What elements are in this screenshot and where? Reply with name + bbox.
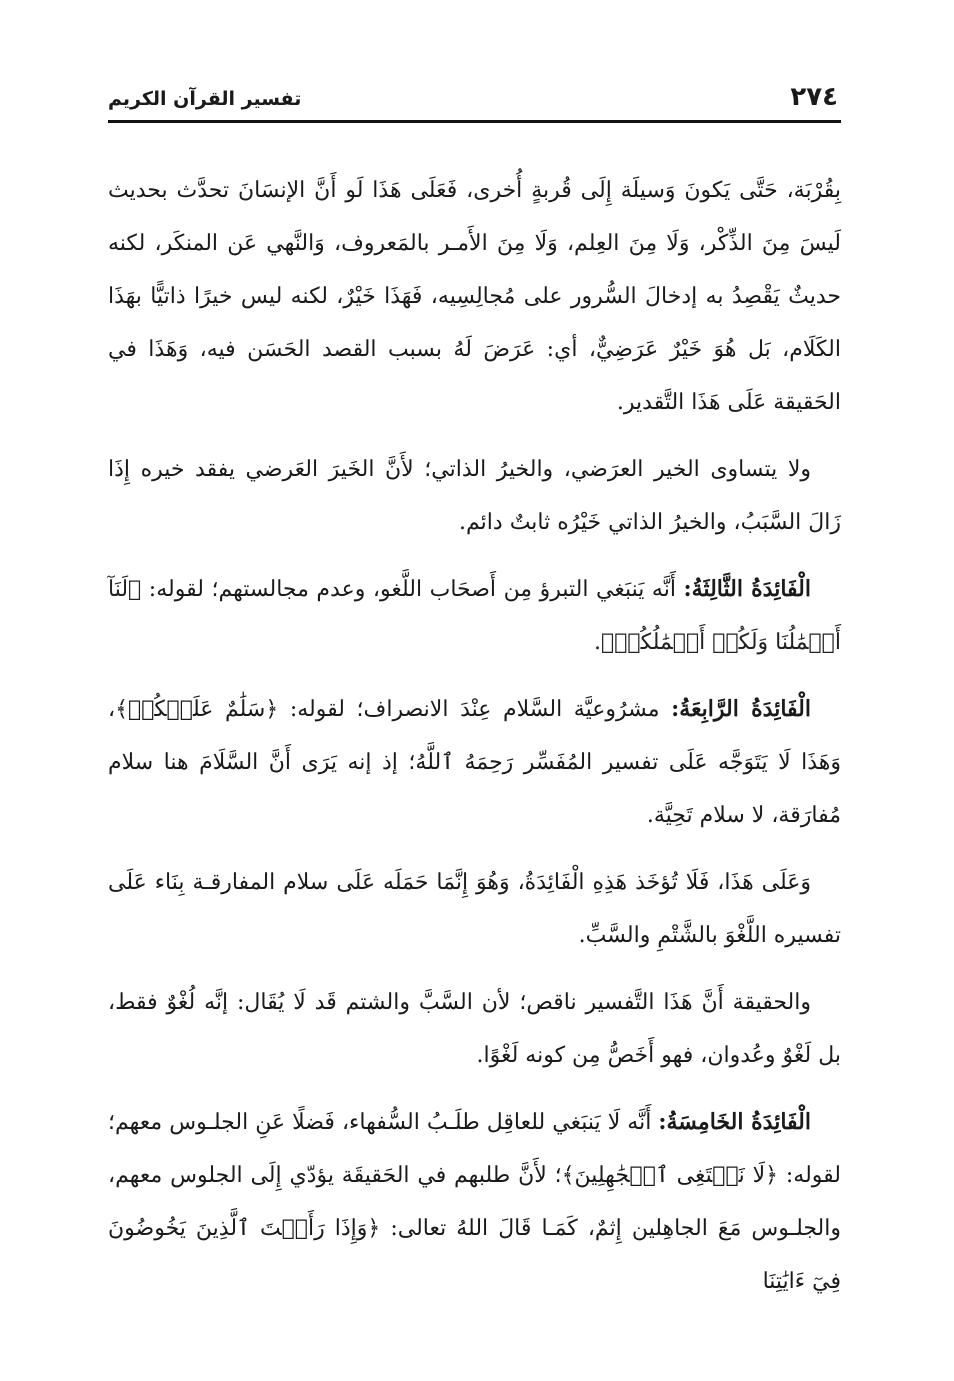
paragraph-5 [108,856,841,962]
paragraph-6 [108,976,841,1082]
benefit-heading-third: الْفَائِدَةُ الثَّالِثَةُ: [683,576,811,602]
body-text [108,164,841,1322]
paragraph-5-text: وَعَلَى هَذَا، فَلَا تُؤخَذ هَذِهِ الْفَائِدَةُ، وَهُوَ إِنَّمَا حَمَلَه عَلَى سلام المفارقـة بِنَاء عَلَى تفسيره اللَّغْوَ بالشَّتْمِ والسَّبِّ. [108,870,841,948]
paragraph-1 [108,164,841,429]
paragraph-3-text: أَنَّه يَنبَغي التبرؤ مِن أَصحَاب اللَّغو، وعدم مجالستهم؛ لقوله: [148,577,676,602]
paragraph-6-text: والحقيقة أَنَّ هَذَا التَّفسير ناقص؛ لأن السَّبَّ والشتم قَد لَا يُقَال: إنَّه لُغْوٌ فقط، بل لَغْوٌ وعُدوان، فهو أَخَصُّ مِن كونه لَغْوًا. [108,990,841,1068]
quran-verse: ﴿لَنَآ أَعۡمَٰلُنَا وَلَكُمۡ أَعۡمَٰلُكُمۡ﴾. [108,577,841,655]
page-number: ٢٧٤ [790,82,838,112]
paragraph-1-text: بِقُرْبَة، حَتَّى يَكونَ وَسيلَة إِلَى قُربةٍ أُخرى، فَعَلَى هَذَا لَو أَنَّ الإنسَانَ تحدَّث بحديث لَيسَ مِنَ الذِّكْر، وَلَا مِنَ العِلم، وَلَا مِنَ الأَمـر بالمَعروف، وَالنَّهي عَن المنكَر، لكنه حديثٌ يَقْصِدُ به إدخالَ السُّرور على مُجالِسِيه، فَهَذَا خَيْرٌ، لكنه ليس خيرًا ذاتيًّا بهَذَا الكَلَام، بَل هُوَ خَيْرٌ عَرَضِيٌّ، أي: عَرَضَ لَهُ بسبب القصد الحَسَن فيه، وَهَذَا في الحَقيقة عَلَى هَذَا التَّقدير. [108,178,841,415]
benefit-heading-fourth: الْفَائِدَةُ الرَّابِعَةُ: [671,696,811,722]
paragraph-2-text: ولا يتساوى الخير العرَضي، والخيرُ الذاتي؛ لأَنَّ الخَيرَ العَرضي يفقد خيره إِذَا زَالَ السَّبَبُ، والخيرُ الذاتي خَيْرُه ثابتٌ دائم. [108,457,841,535]
paragraph-3 [108,563,841,669]
paragraph-4-text: مشرُوعيَّة السَّلام عِنْدَ الانصراف؛ لقوله: ﴿سَلَٰمٌ عَلَيۡكُمۡ﴾، وَهَذَا لَا يَتَوَجَّه عَلَى تفسير المُفَسِّر رَحِمَهُ ٱللَّهُ؛ إذ إنه يَرَى أَنَّ السَّلَامَ هنا سلام مُفارَقة، لا سلام تَحِيَّة. [108,697,841,828]
paragraph-7 [108,1096,841,1308]
paragraph-2 [108,443,841,549]
benefit-heading-fifth: الْفَائِدَةُ الخَامِسَةُ: [658,1109,812,1135]
paragraph-7-text: أَنَّه لَا يَنبَغي للعاقِل طلَـبُ السُّفهاء، فَضلًا عَنِ الجلـوس معهم؛ لقوله: ﴿لَا نَبۡتَغِى ٱلۡجَٰهِلِينَ﴾؛ لأَنَّ طلبهم في الحَقيقَة يؤدّي إِلَى الجلوس معهم، والجلـوس مَعَ الجاهِلين إِثمٌ، كَمَـا قَالَ اللهُ تعالى: ﴿وَإِذَا رَأَيۡتَ ٱلَّذِينَ يَخُوضُونَ فِيٓ ءَايَٰتِنَا [108,1110,841,1294]
header-divider [108,120,841,123]
book-title: تفسير القرآن الكريم [108,88,302,110]
paragraph-4 [108,683,841,842]
page-header [108,80,838,120]
